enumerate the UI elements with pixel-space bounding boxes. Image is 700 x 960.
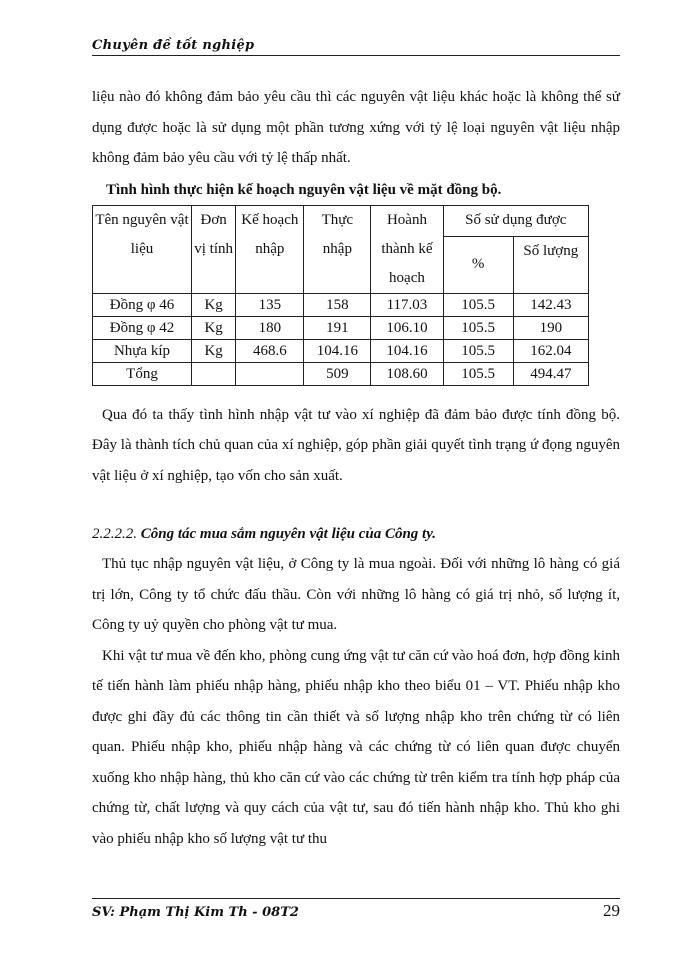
table-row [93,316,589,339]
cell-actual: 104.16 [304,339,371,362]
materials-table [92,205,589,386]
cell-actual: 509 [304,362,371,385]
section-heading [92,519,620,549]
page-number: 29 [603,901,620,920]
cell-name: Nhựa kíp [93,339,192,362]
cell-percent: 105.5 [443,316,513,339]
cell-quantity: 142.43 [513,293,588,316]
cell-plan: 135 [236,293,304,316]
cell-percent: 105.5 [443,293,513,316]
cell-plan [236,362,304,385]
cell-quantity: 162.04 [513,339,588,362]
header-usable: Số sử dụng được [443,205,588,236]
cell-unit: Kg [191,339,235,362]
header-unit: Đơn vị tính [191,205,235,293]
paragraph-3: Thủ tục nhập nguyên vật liệu, ở Công ty là mua ngoài. Đối với những lô hàng có giá trị lớn, Công ty tổ chức đấu thầu. Còn với những lô hàng có giá trị nhỏ, số lượng ít, Công ty uỷ quyền cho phòng vật tư mua. [92,556,620,633]
cell-completed: 104.16 [371,339,443,362]
cell-completed: 117.03 [371,293,443,316]
cell-plan: 180 [236,316,304,339]
page-header: Chuyên đề tốt nghiệp [92,38,620,56]
paragraph-4: Khi vật tư mua về đến kho, phòng cung ứng vật tư căn cứ vào hoá đơn, hợp đồng kinh tế tiến hành làm phiếu nhập hàng, phiếu nhập kho theo biểu 01 – VT. Phiếu nhập kho được ghi đầy đủ các thông tin cần thiết và số lượng nhập kho trên chứng từ có liên quan. Phiếu nhập kho, phiếu nhập hàng và các chứng từ có liên quan được chuyển xuống kho nhập hàng, thủ kho căn cứ vào các chứng từ trên kiểm tra tính hợp pháp của chứng từ, chất lượng và quy cách của vật tư, sau đó tiến hành nhập kho. Thủ kho ghi vào phiếu nhập kho số lượng vật tư thu [92,647,620,847]
cell-completed: 108.60 [371,362,443,385]
paragraph-2: Qua đó ta thấy tình hình nhập vật tư vào xí nghiệp đã đảm bảo được tính đồng bộ. Đây là thành tích chủ quan của xí nghiệp, góp phần giải quyết tình trạng ứ đọng nguyên vật liệu ở xí nghiệp, tạo vốn cho sản xuất. [92,406,620,484]
section-number: 2.2.2.2. [92,526,137,542]
header-percent: % [443,236,513,293]
cell-name: Tổng [93,362,192,385]
cell-name: Đồng φ 42 [93,316,192,339]
cell-actual: 158 [304,293,371,316]
cell-quantity: 494.47 [513,362,588,385]
cell-plan: 468.6 [236,339,304,362]
table-header-row [93,205,589,236]
paragraph-1: liệu nào đó không đảm bảo yêu cầu thì các nguyên vật liệu khác hoặc là không thể sử dụng được hoặc là sử dụng một phần tương xứng với tỷ lệ loại nguyên vật liệu nhập không đảm bảo yêu cầu với tỷ lệ thấp nhất. [92,89,620,166]
header-material-name: Tên nguyên vật liệu [93,205,192,293]
cell-quantity: 190 [513,316,588,339]
cell-completed: 106.10 [371,316,443,339]
page-footer [92,898,620,929]
table-row [93,339,589,362]
header-actual: Thực nhập [304,205,371,293]
cell-actual: 191 [304,316,371,339]
footer-author: SV: Phạm Thị Kim Th - 08T2 [92,905,299,920]
header-plan: Kế hoạch nhập [236,205,304,293]
header-quantity: Số lượng [513,236,588,293]
table-row [93,293,589,316]
table-title: Tình hình thực hiện kế hoạch nguyên vật liệu về mặt đồng bộ. [106,181,502,198]
page-body [92,82,620,854]
header-completed: Hoành thành kế hoạch [371,205,443,293]
cell-unit [191,362,235,385]
table-row-total [93,362,589,385]
cell-percent: 105.5 [443,339,513,362]
cell-name: Đồng φ 46 [93,293,192,316]
cell-unit: Kg [191,316,235,339]
cell-unit: Kg [191,293,235,316]
cell-percent: 105.5 [443,362,513,385]
section-title: Công tác mua sắm nguyên vật liệu của Công ty. [140,526,437,542]
